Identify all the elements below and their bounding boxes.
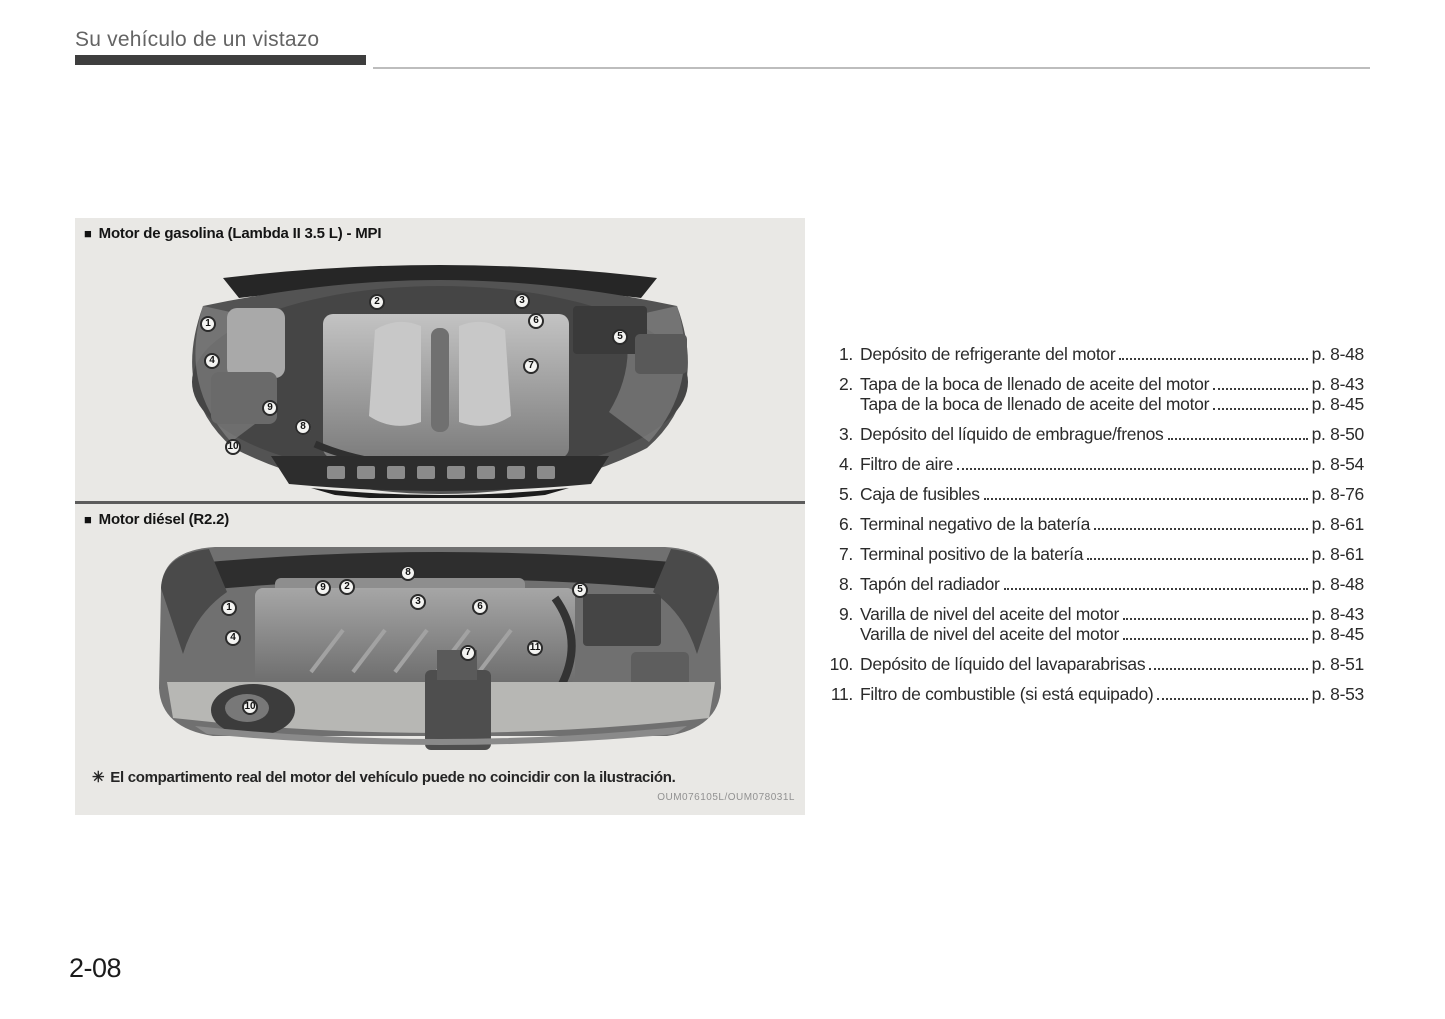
item-text: Tapón del radiador <box>860 574 1000 594</box>
item-number: 3. <box>839 424 853 444</box>
callout-number: 11 <box>527 640 543 656</box>
figure-image-code: OUM076105L/OUM078031L <box>657 792 795 803</box>
title-underline-bar <box>75 55 366 65</box>
parts-list-row <box>818 544 1364 564</box>
callout-number: 2 <box>339 579 355 595</box>
dotted-leader <box>1004 588 1308 590</box>
dotted-leader <box>957 468 1308 470</box>
item-page-ref: p. 8-45 <box>1311 624 1364 644</box>
parts-list-item <box>818 574 1364 594</box>
item-page-ref: p. 8-61 <box>1311 514 1364 534</box>
parts-list-item <box>818 514 1364 534</box>
page-number: 2-08 <box>69 953 122 983</box>
item-text: Tapa de la boca de llenado de aceite del motor <box>860 394 1210 414</box>
parts-list-item <box>818 344 1364 364</box>
callout-number: 9 <box>315 580 331 596</box>
item-text: Terminal positivo de la batería <box>860 544 1084 564</box>
parts-list-row <box>818 624 1364 644</box>
item-page-ref: p. 8-53 <box>1311 684 1364 704</box>
callout-number: 6 <box>472 599 488 615</box>
gasoline-engine-illustration <box>75 244 805 498</box>
parts-list-item <box>818 454 1364 474</box>
item-page-ref: p. 8-51 <box>1311 654 1364 674</box>
parts-list-row <box>818 454 1364 474</box>
item-number: 2. <box>839 374 853 394</box>
item-number: 7. <box>839 544 853 564</box>
item-number: 8. <box>839 574 853 594</box>
item-number: 11. <box>830 684 853 704</box>
black-square-icon: ■ <box>84 226 92 241</box>
item-text: Depósito de líquido del lavaparabrisas <box>860 654 1146 674</box>
parts-list-row <box>818 514 1364 534</box>
callout-number: 3 <box>410 594 426 610</box>
callout-number: 8 <box>295 419 311 435</box>
item-text: Terminal negativo de la batería <box>860 514 1091 534</box>
page-header <box>75 28 1370 65</box>
callout-number: 5 <box>572 582 588 598</box>
parts-list-item <box>818 484 1364 504</box>
item-page-ref: p. 8-54 <box>1311 454 1364 474</box>
parts-list-item <box>818 544 1364 564</box>
diesel-section-label-text: Motor diésel (R2.2) <box>98 511 230 528</box>
dotted-leader <box>1094 528 1308 530</box>
dotted-leader <box>1157 698 1307 700</box>
gasoline-engine-drawing <box>75 244 805 498</box>
callout-number: 10 <box>242 699 258 715</box>
item-text: Caja de fusibles <box>860 484 980 504</box>
item-text: Depósito de refrigerante del motor <box>860 344 1116 364</box>
figure-note-text: El compartimento real del motor del vehículo puede no coincidir con la ilustración. <box>110 769 676 786</box>
item-number: 4. <box>839 454 853 474</box>
dotted-leader <box>1087 558 1307 560</box>
figure-note <box>75 756 805 786</box>
parts-list-row <box>818 344 1364 364</box>
callout-number: 4 <box>204 353 220 369</box>
item-page-ref: p. 8-48 <box>1311 574 1364 594</box>
diesel-engine-illustration <box>75 530 805 756</box>
callout-number: 6 <box>528 313 544 329</box>
page-title: Su vehículo de un vistazo <box>75 28 320 51</box>
item-number: 9. <box>839 604 853 624</box>
callout-number: 1 <box>200 316 216 332</box>
item-page-ref: p. 8-43 <box>1311 374 1364 394</box>
parts-list-item <box>818 654 1364 674</box>
item-page-ref: p. 8-76 <box>1311 484 1364 504</box>
callout-number: 3 <box>514 293 530 309</box>
parts-list-item <box>818 424 1364 444</box>
parts-list-row <box>818 574 1364 594</box>
parts-list-row <box>818 374 1364 394</box>
parts-list-row <box>818 684 1364 704</box>
callout-number: 10 <box>225 439 241 455</box>
dotted-leader <box>1119 358 1307 360</box>
item-number: 5. <box>839 484 853 504</box>
dotted-leader <box>1123 638 1308 640</box>
dotted-leader <box>1123 618 1308 620</box>
callout-number: 5 <box>612 329 628 345</box>
parts-list <box>818 344 1364 714</box>
parts-list-item <box>818 374 1364 414</box>
black-square-icon: ■ <box>84 512 92 527</box>
dotted-leader <box>1213 408 1308 410</box>
callout-number: 8 <box>400 565 416 581</box>
header-rule <box>373 67 1370 69</box>
callout-number: 4 <box>225 630 241 646</box>
dotted-leader <box>1168 438 1308 440</box>
parts-list-row <box>818 484 1364 504</box>
item-page-ref: p. 8-61 <box>1311 544 1364 564</box>
item-text: Filtro de aire <box>860 454 954 474</box>
parts-list-row <box>818 394 1364 414</box>
item-number: 10. <box>829 654 853 674</box>
item-page-ref: p. 8-43 <box>1311 604 1364 624</box>
item-text: Filtro de combustible (si está equipado) <box>860 684 1154 704</box>
parts-list-item <box>818 684 1364 704</box>
item-page-ref: p. 8-45 <box>1311 394 1364 414</box>
gasoline-section-label-text: Motor de gasolina (Lambda II 3.5 L) - MPI <box>98 225 382 242</box>
callout-number: 2 <box>369 294 385 310</box>
item-text: Depósito del líquido de embrague/frenos <box>860 424 1164 444</box>
engine-figure-panel <box>75 218 805 815</box>
callout-number: 7 <box>460 645 476 661</box>
dotted-leader <box>1213 388 1308 390</box>
parts-list-row <box>818 654 1364 674</box>
parts-list-row <box>818 604 1364 624</box>
diesel-engine-drawing <box>75 530 805 756</box>
parts-list-row <box>818 424 1364 444</box>
dotted-leader <box>984 498 1308 500</box>
callout-number: 9 <box>262 400 278 416</box>
item-page-ref: p. 8-50 <box>1311 424 1364 444</box>
item-number: 1. <box>839 344 853 364</box>
parts-list-item <box>818 604 1364 644</box>
item-text: Tapa de la boca de llenado de aceite del motor <box>860 374 1210 394</box>
reference-asterisk-icon: ✳ <box>92 769 105 786</box>
callout-number: 7 <box>523 358 539 374</box>
callout-number: 1 <box>221 600 237 616</box>
item-number: 6. <box>839 514 853 534</box>
item-page-ref: p. 8-48 <box>1311 344 1364 364</box>
diesel-section-label <box>75 504 805 530</box>
dotted-leader <box>1149 668 1307 670</box>
item-text: Varilla de nivel del aceite del motor <box>860 624 1119 644</box>
item-text: Varilla de nivel del aceite del motor <box>860 604 1119 624</box>
gasoline-section-label <box>75 218 805 244</box>
